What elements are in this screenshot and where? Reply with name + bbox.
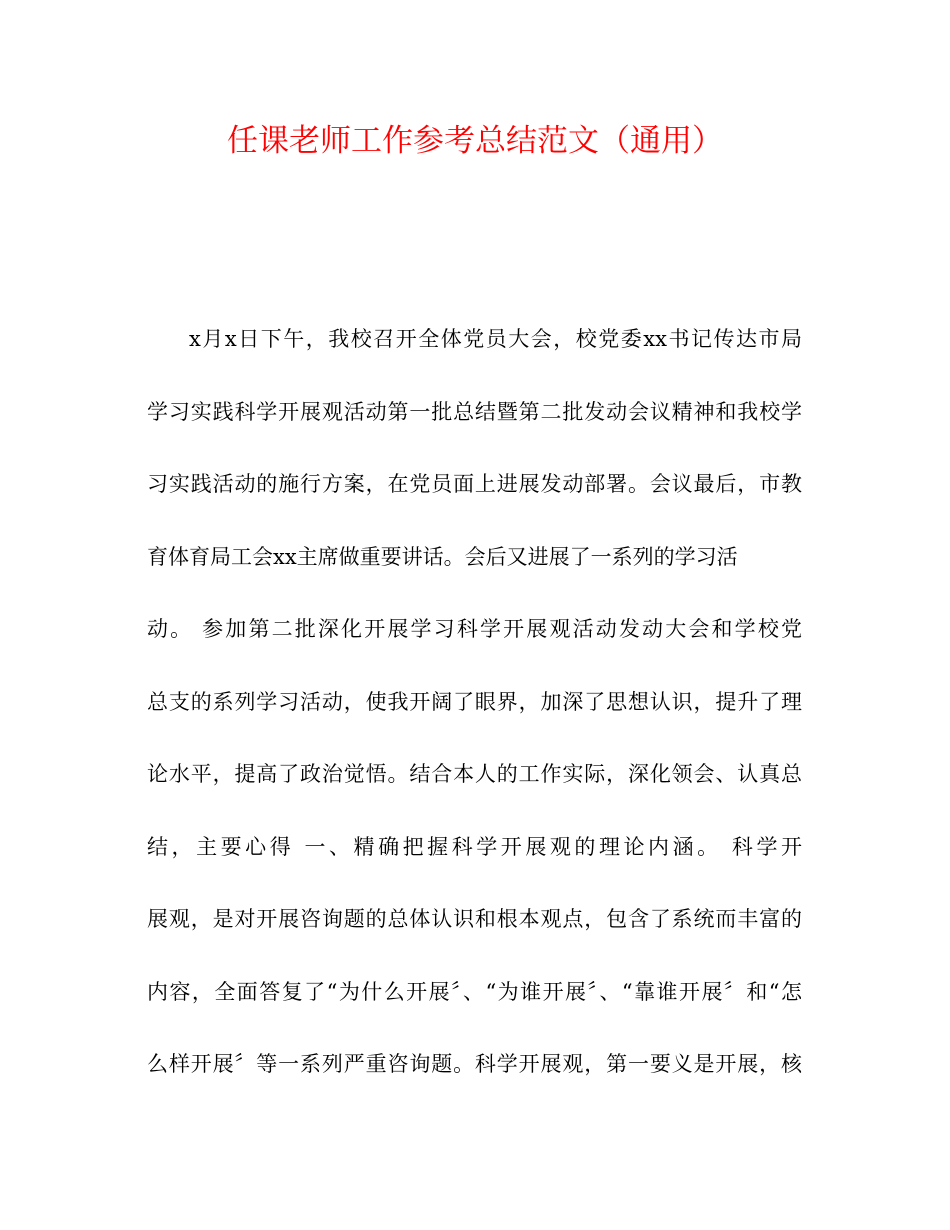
text-line: x月x日下午，我校召开全体党员大会，校党委xx书记传达市局 <box>189 327 802 351</box>
text-line: 内容，全面答复了“为什么开展〞、“为谁开展〞、“靠谁开展〞和“怎 <box>147 979 802 1004</box>
document-title: 任课老师工作参考总结范文（通用） <box>227 123 723 159</box>
text-line: 么样开展〞等一系列严重咨询题。科学开展观，第一要义是开展，核 <box>147 1052 802 1076</box>
text-line: 结，主要心得 一、精确把握科学开展观的理论内涵。 科学开 <box>147 834 802 859</box>
text-line: 学习实践科学开展观活动第一批总结暨第二批发动会议精神和我校学 <box>147 399 802 424</box>
text-line: 论水平，提高了政治觉悟。结合本人的工作实际，深化领会、认真总 <box>147 762 802 786</box>
text-line: 动。 参加第二批深化开展学习科学开展观活动发动大会和学校党 <box>147 617 802 641</box>
text-line: 总支的系列学习活动，使我开阔了眼界，加深了思想认识，提升了理 <box>147 689 802 714</box>
text-line: 展观，是对开展咨询题的总体认识和根本观点，包含了系统而丰富的 <box>147 907 802 931</box>
text-line: 习实践活动的施行方案，在党员面上进展发动部署。会议最后，市教 <box>147 472 802 496</box>
document-body <box>147 317 802 1115</box>
text-line: 育体育局工会xx主席做重要讲话。会后又进展了一系列的学习活 <box>147 544 738 569</box>
